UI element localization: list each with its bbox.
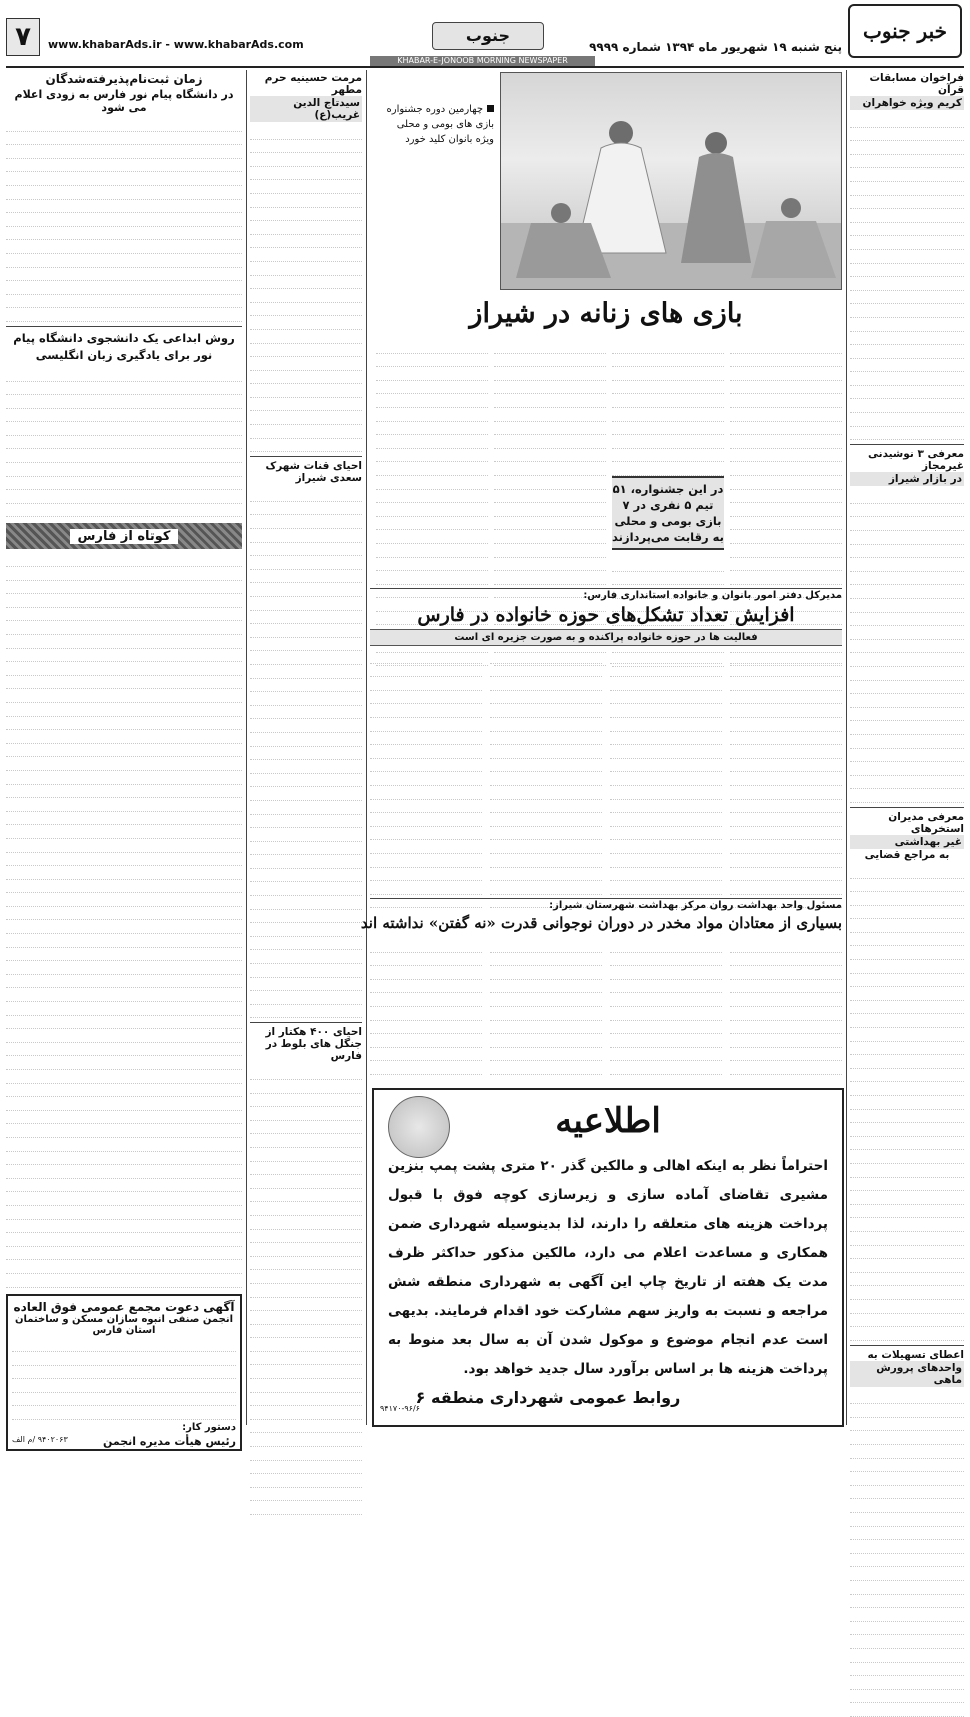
drinks-headline: معرفی ۳ نوشیدنی غیرمجاز — [868, 448, 964, 473]
section-name: جنوب — [465, 26, 511, 45]
forest-body — [250, 1066, 362, 1515]
notice-body — [12, 1339, 236, 1421]
english-band: KHABAR-E-JONOOB MORNING NEWSPAPER — [370, 56, 595, 66]
shrine-body — [250, 126, 362, 452]
fish-body — [850, 1391, 964, 1717]
photo-caption: چهارمین دوره جشنواره بازی های بومی و محلی ویژه بانوان کلید خورد — [386, 104, 494, 145]
caption-bullet — [487, 105, 494, 112]
issue-date: پنج شنبه ۱۹ شهریور ماه ۱۳۹۴ شماره ۹۹۹۹ — [589, 40, 842, 54]
shrine-headline: سیدتاج الدین غریب(ع) — [250, 96, 362, 122]
announcement-box — [372, 1088, 844, 1427]
drinks-body — [850, 490, 964, 803]
family-headline: افزایش تعداد تشکل‌های حوزه خانواده در فارس — [417, 604, 795, 626]
qanat-body — [250, 488, 362, 1018]
photo-figures — [501, 73, 841, 289]
notice-title: آگهی دعوت مجمع عمومی فوق العاده — [13, 1299, 235, 1314]
english-method-body — [6, 368, 242, 518]
short-news-title: کوتاه از فارس — [70, 529, 179, 544]
pools-headline: معرفی مدیران استخرهای — [888, 810, 964, 835]
quran-body — [850, 114, 964, 440]
drugs-body-col-1 — [730, 939, 842, 1075]
assembly-notice — [6, 1294, 242, 1451]
pnu-body — [6, 118, 242, 322]
logo-text: خبر جنوب — [863, 19, 947, 43]
announcement-code: ۹۴۱۷۰-۹۶/۶ — [380, 1404, 420, 1413]
family-body-col-3 — [490, 650, 602, 908]
announcement-title: اطلاعیه — [555, 1101, 661, 1141]
notice-code: ۹۴۰۲۰۶۳ /م الف — [12, 1435, 68, 1445]
fish-headline: اعطای تسهیلات به — [867, 1348, 964, 1361]
notice-sub: انجمن صنفی انبوه سازان مسکن و ساختمان استان فارس — [14, 1313, 234, 1336]
drugs-story — [360, 900, 842, 1086]
notice-agenda: دستور کار: — [182, 1422, 236, 1434]
pnu-subhead: در دانشگاه پیام نور فارس به زودی اعلام می شود — [14, 88, 234, 114]
drugs-body-col-4 — [370, 939, 482, 1075]
short-news-body — [6, 553, 242, 1287]
mid-left-column — [250, 72, 362, 1427]
drugs-kicker: مسئول واحد بهداشت روان مرکز بهداشت شهرستان شیراز: — [549, 900, 842, 911]
pools-body — [850, 865, 964, 1341]
drugs-body-col-2 — [610, 939, 722, 1075]
english-method-headline: روش ابداعی یک دانشجوی دانشگاه پیام نور برای یادگیری زبان انگلیسی — [13, 330, 235, 362]
pools-subhead-2: به مراجع قضایی — [864, 848, 950, 861]
drugs-headline: بسیاری از معتادان مواد مخدر در دوران نوجوانی قدرت «نه گفتن» نداشته اند — [360, 914, 842, 932]
short-news-banner — [6, 523, 242, 549]
announcement-body: احتراماً نظر به اینکه اهالی و مالکین گذر ۲۰ متری پشت پمپ بنزین مشیری تقاضای آماده سازی و زیرسازی کوچه فوق با قبول پرداخت هزینه های متعلقه را دارند، لذا بدینوسیله شهرداری ضمن همکاری و مساعدت اعلام می دارد، مالکین مذکور حداکثر ظرف مدت یک هفته از تاریخ چاپ این آگهی به شهرداری منطقه شش مراجعه و نسبت به واریز سهم مشارکت خود اقدام فرمایند. بدیهی است عدم انجام موضوع و موکول شدن آن به سال بعد منوط به پرداخت هزینه ها بر اساس برآورد سال جدید خواهد بود. — [388, 1158, 828, 1377]
drinks-subhead: در بازار شیراز — [850, 472, 964, 486]
pools-subhead: غیر بهداشتی — [850, 835, 964, 849]
pullquote: در این جشنواره، ۵۱ تیم ۵ نفری در ۷ بازی بومی و محلی به رقابت می‌پردازند — [612, 476, 724, 550]
qanat-headline: احیای قنات شهرک سعدی شیراز — [265, 460, 362, 485]
quran-headline: فراخوان مسابقات قرآن — [869, 72, 964, 96]
family-body-col-2 — [610, 650, 722, 908]
announcement-signature: روابط عمومی شهرداری منطقه ۶ — [415, 1388, 681, 1407]
logo — [848, 4, 962, 58]
right-column — [850, 72, 964, 1427]
notice-sign: رئیس هیأت مدیره انجمن — [102, 1435, 236, 1449]
fish-subhead: واحدهای پرورش ماهی — [850, 1361, 964, 1387]
main-story — [370, 72, 842, 592]
forest-headline: احیای ۴۰۰ هکتار از جنگل های بلوط در فارس — [265, 1026, 362, 1063]
shrine-kicker: مرمت حسینیه حرم مطهر — [264, 72, 362, 96]
quran-subhead: کریم ویژه خواهران — [850, 96, 964, 110]
family-story — [370, 590, 842, 896]
website[interactable]: www.khabarAds.ir - www.khabarAds.com — [48, 38, 304, 51]
family-kicker: مدیرکل دفتر امور بانوان و خانواده استانداری فارس: — [583, 590, 842, 601]
family-body-col-1 — [730, 650, 842, 908]
section-badge — [432, 22, 544, 50]
page-number: ۷ — [6, 18, 40, 56]
family-subhead: فعالیت ها در حوزه خانواده پراکنده و به صورت جزیره ای است — [370, 629, 842, 646]
main-headline: بازی های زنانه در شیراز — [469, 298, 743, 329]
drugs-body-col-3 — [490, 939, 602, 1075]
family-body-col-4 — [370, 650, 482, 908]
masthead — [0, 0, 970, 64]
left-column — [6, 72, 242, 1449]
main-photo — [500, 72, 842, 290]
pnu-headline: زمان ثبت‌نام‌پذیرفته‌شدگان — [45, 72, 203, 86]
